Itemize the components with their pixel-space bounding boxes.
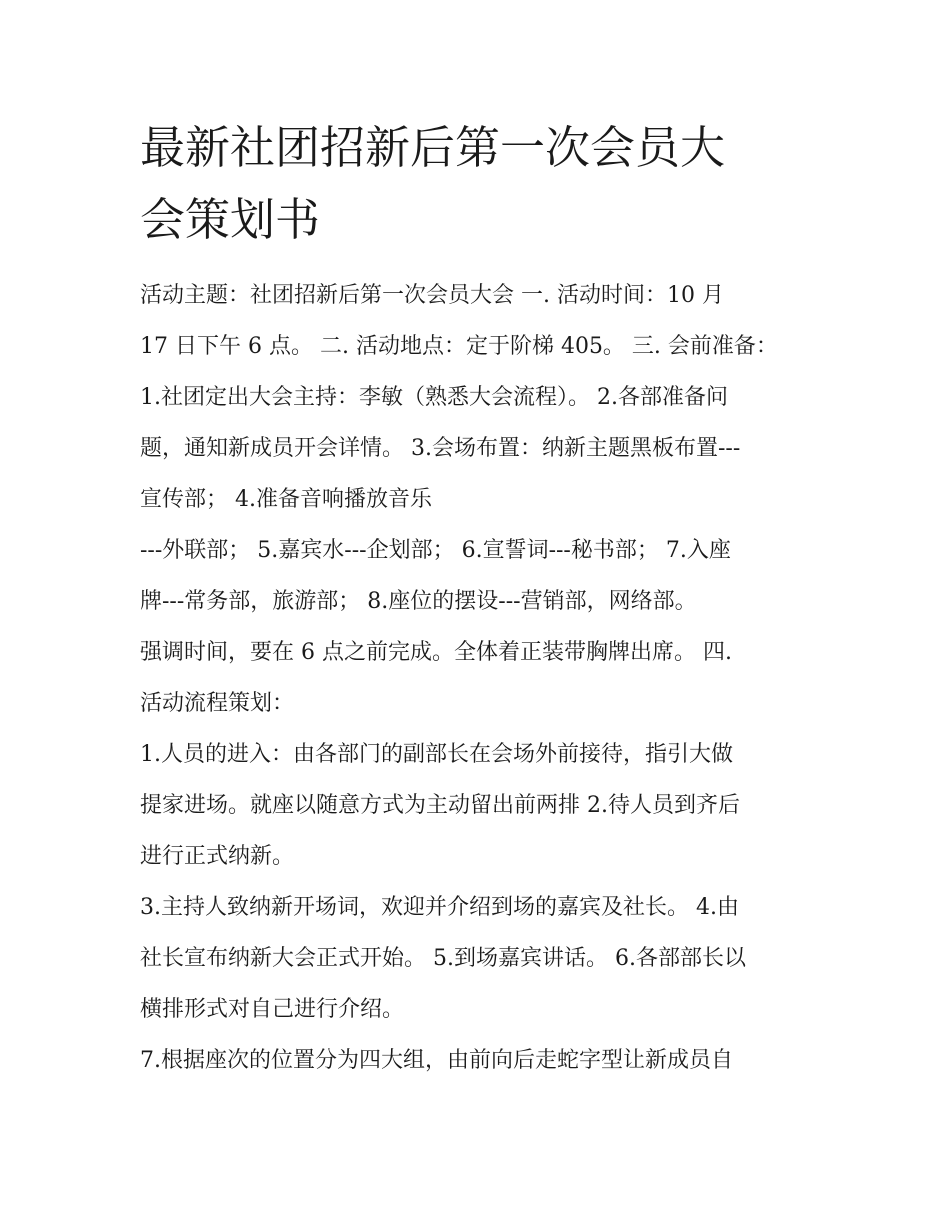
body-line: 强调时间，要在 6 点之前完成。全体着正装带胸牌出席。 四. (140, 640, 732, 665)
body-line: 1.社团定出大会主持：李敏（熟悉大会流程）。 2.各部准备问 (140, 385, 728, 410)
body-line: 横排形式对自己进行介绍。 (140, 997, 405, 1022)
body-line: 题，通知新成员开会详情。 3.会场布置：纳新主题黑板布置--- (140, 436, 741, 461)
body-line: 牌---常务部，旅游部； 8.座位的摆设---营销部，网络部。 (140, 589, 697, 614)
document-body (140, 270, 812, 1086)
body-line: 7.根据座次的位置分为四大组，由前向后走蛇字型让新成员自 (140, 1048, 733, 1073)
body-line: 17 日下午 6 点。 二. 活动地点：定于阶梯 405。 三. 会前准备： (140, 334, 778, 359)
body-line: 进行正式纳新。 (140, 844, 295, 869)
title-line: 最新社团招新后第一次会员大 (140, 121, 726, 174)
body-line: 1.人员的进入：由各部门的副部长在会场外前接待，指引大做 (140, 742, 733, 767)
body-line: 社长宣布纳新大会正式开始。 5.到场嘉宾讲话。 6.各部部长以 (140, 946, 746, 971)
body-line: 提家进场。就座以随意方式为主动留出前两排 2.待人员到齐后 (140, 793, 740, 818)
title-line: 会策划书 (140, 193, 321, 246)
document-title (140, 112, 812, 256)
body-line: 活动流程策划： (140, 691, 295, 716)
body-line: 3.主持人致纳新开场词，欢迎并介绍到场的嘉宾及社长。 4.由 (140, 895, 739, 920)
body-line: 宣传部； 4.准备音响播放音乐 (140, 487, 432, 512)
document-page (140, 112, 812, 1086)
body-line: ---外联部； 5.嘉宾水---企划部； 6.宣誓词---秘书部； 7.入座 (140, 538, 731, 563)
body-line: 活动主题：社团招新后第一次会员大会 一. 活动时间：10 月 (140, 283, 724, 308)
